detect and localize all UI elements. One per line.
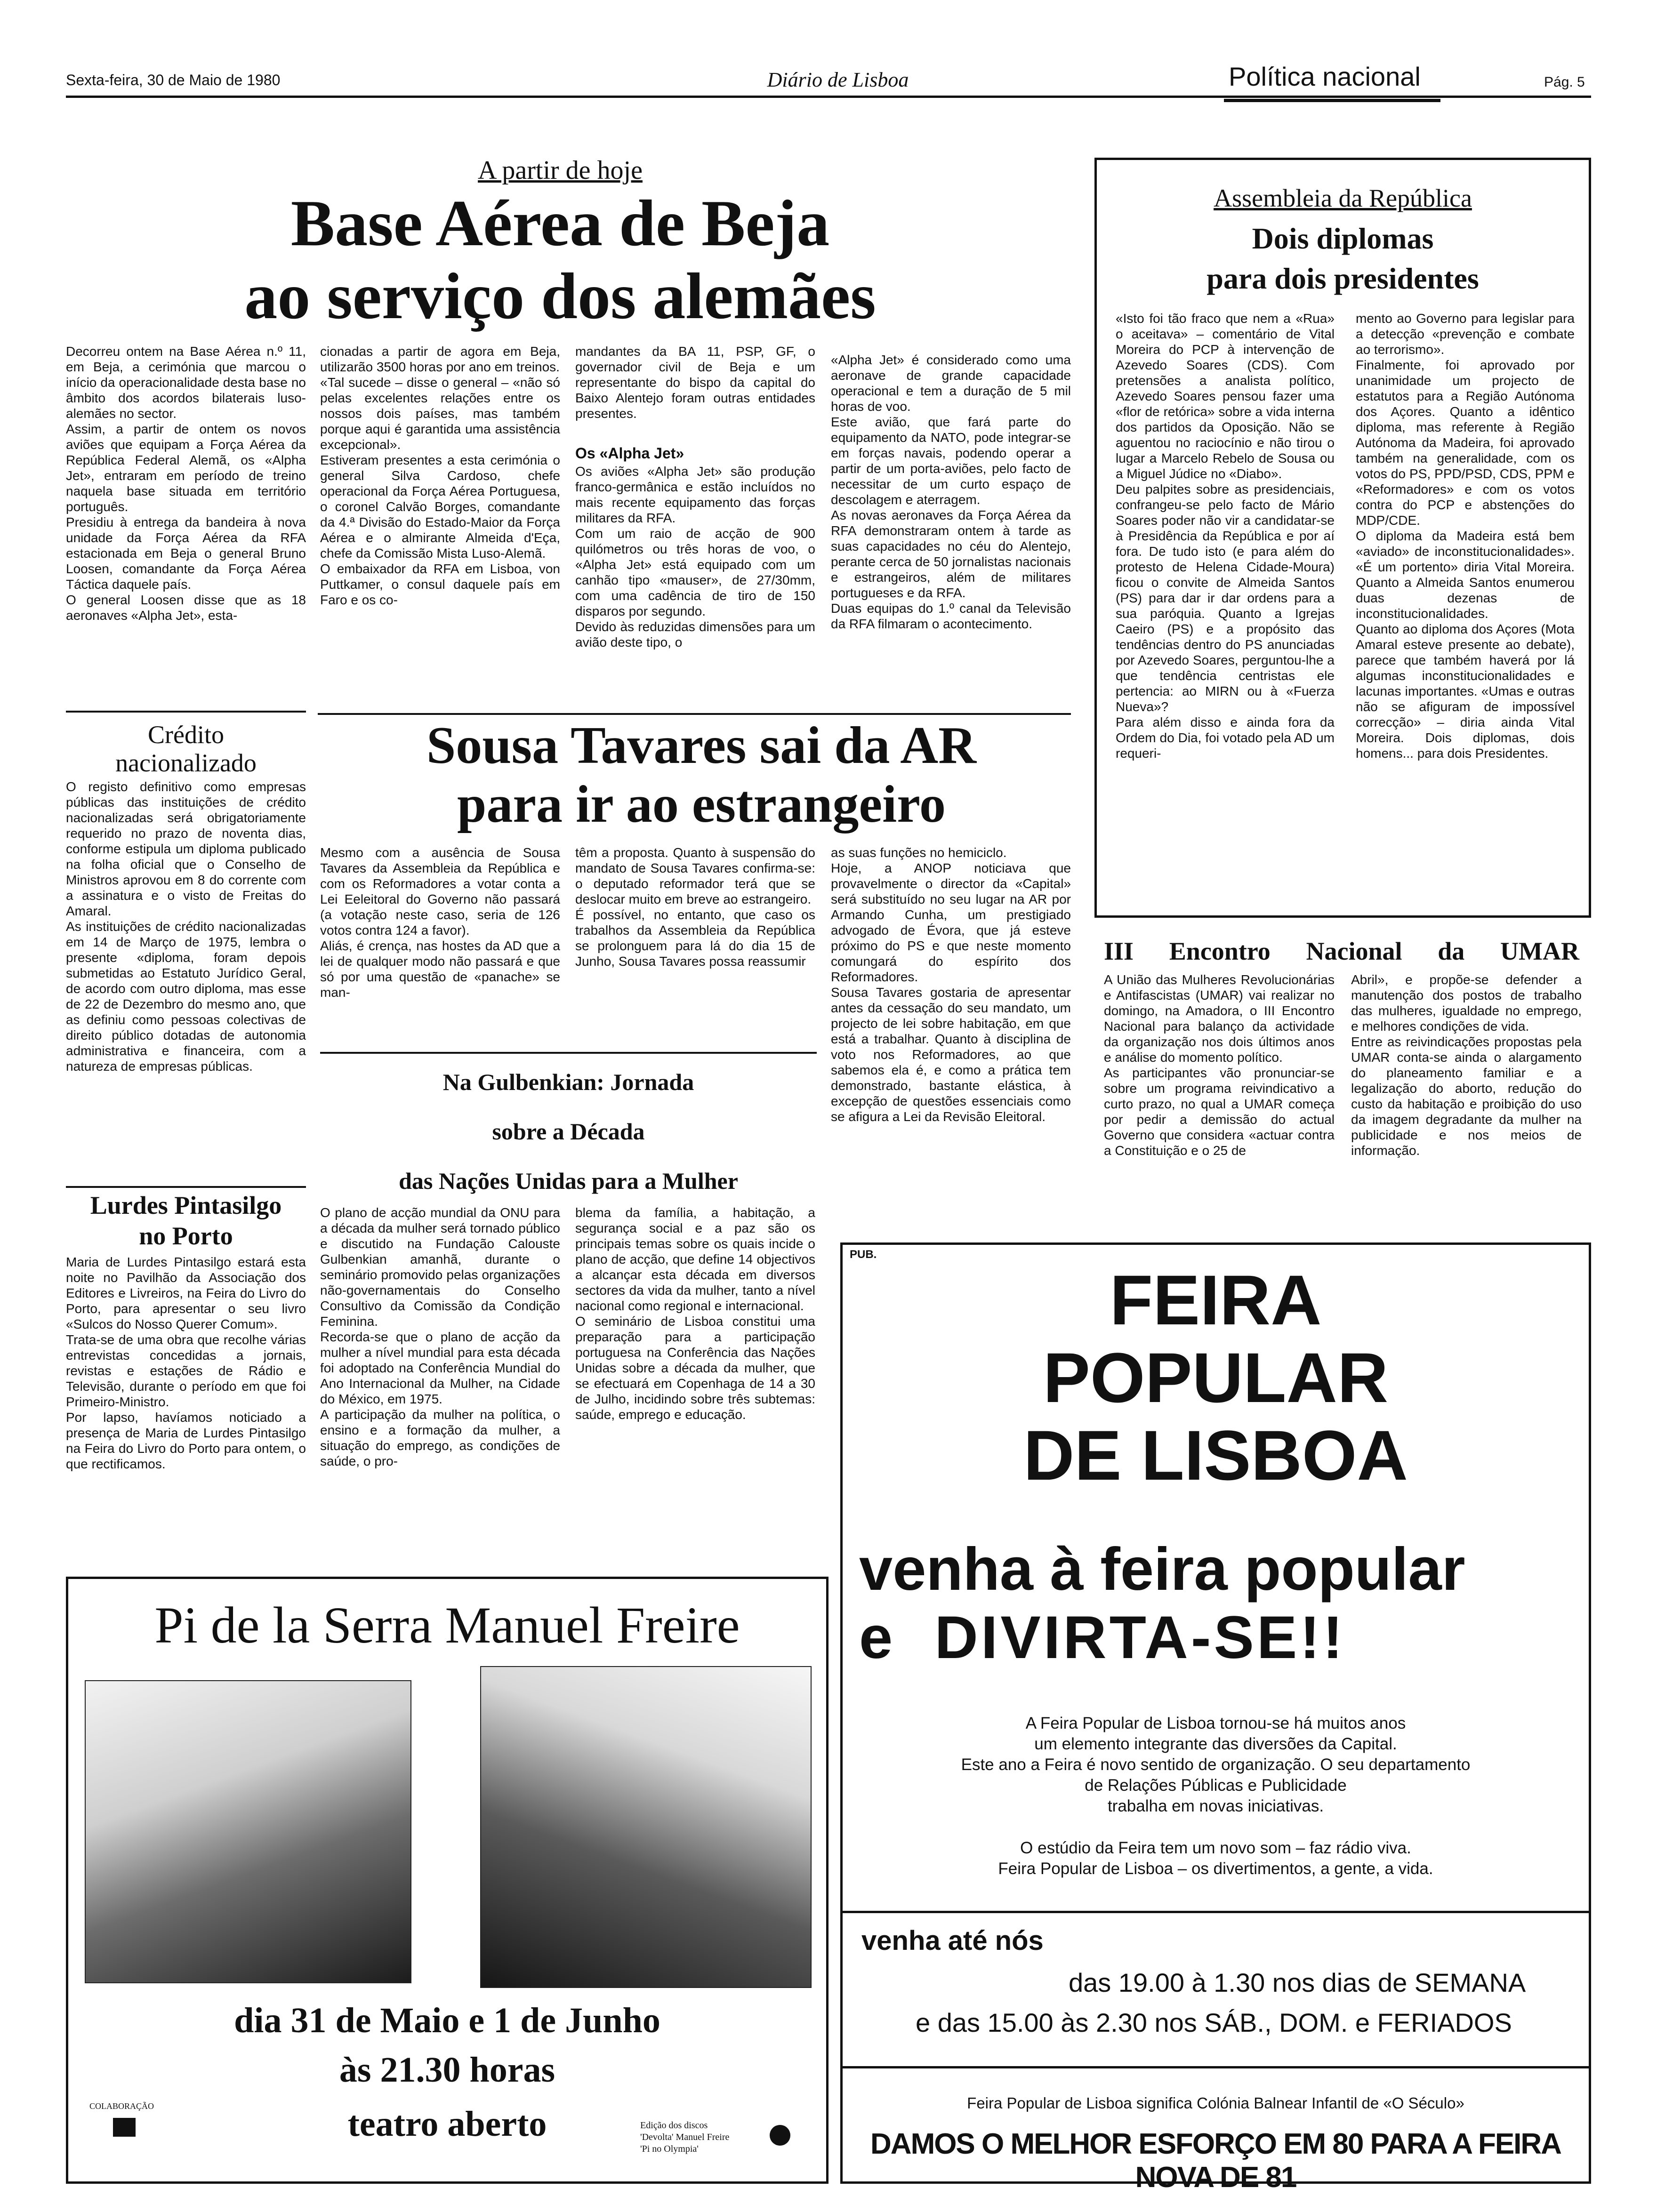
beja-bottom-rule <box>318 713 1071 715</box>
credito-top-rule <box>66 711 306 713</box>
sousa-column-2: têm a proposta. Quanto à suspensão do mandato de Sousa Tavares confirma-se: o deputado reformador terá que se deslocar muito em breve ao estrangeiro. É possível, no entanto, que caso os trabalhos da Assembleia da República se prolonguem para lá do dia 15 de Junho, Sousa Tavares possa reassumir <box>575 845 815 969</box>
beja-column-3a: mandantes da BA 11, PSP, GF, o governador civil de Beja e um representante do bispo da capital do Baixo Alentejo foram outras entidades presentes. <box>575 344 815 421</box>
newspaper-name: Diário de Lisboa <box>767 68 909 91</box>
assembleia-column-2: mento ao Governo para legislar para a detecção «prevenção e combate ao terrorismo». Finalmente, foi aprovado por unanimidade um projecto de estatutos para a Região Autónoma dos Açores. Quanto a idêntico diploma, mas referente à Região Autónoma da Madeira, foi aprovado também na generalidade, com os votos do PS, PPD/PSD, CDS, PPM e «Reformadores» e com os votos contra do PCP e abstenções do MDP/CDE. O diploma da Madeira está bem «aviado» de inconstitucionalidades». «É um portento» diria Vital Moreira. Quanto a Almeida Santos enumerou duas dezenas de inconstitucionalidades. Quanto ao diploma dos Açores (Mota Amaral esteve presente ao debate), parece que também haverá por lá algumas inconstitucionalidades e lacunas importantes. «Umas e outras não se afiguram de impossível correcção» – diria ainda Vital Moreira. Dois diplomas, dois homens... para dois Presidentes. <box>1356 311 1575 761</box>
lurdes-headline-2: no Porto <box>139 1222 233 1250</box>
page-number: Pág. 5 <box>1544 74 1585 90</box>
gulbenkian-headline-1: Na Gulbenkian: Jornada <box>442 1069 694 1095</box>
record-label-icon <box>770 2125 790 2146</box>
feira-paragraph-1: A Feira Popular de Lisboa tornou-se há muitos anos um elemento integrante das diversões da Capital. Este ano a Feira é novo sentido de organização. O seu departamento de Relações Públicas e Publicidade trabalha em novas iniciativas. <box>961 1714 1471 1815</box>
collab-logo-icon <box>113 2118 136 2137</box>
lurdes-headline-1: Lurdes Pintasilgo <box>90 1191 282 1219</box>
section-underline <box>1224 99 1440 102</box>
lurdes-top-rule <box>66 1186 306 1188</box>
collab-label: COLABORAÇÃO <box>89 2101 154 2111</box>
credito-headline-2: nacionalizado <box>115 749 257 777</box>
assembleia-kicker: Assembleia da República <box>1214 184 1472 212</box>
umar-column-1: A União das Mulheres Revolucionárias e Antifascistas (UMAR) vai realizar no domingo, na Amadora, o III Encontro Nacional para balanço da actividade da organização nos dois últimos anos e análise do momento político. As participantes vão pronunciar-se sobre um programa reivindicativo a curto prazo, no qual a UMAR começa por pedir a demissão do actual Governo que considera «actuar contra a Constituição e o 25 de <box>1104 972 1335 1158</box>
gulbenkian-headline-3: das Nações Unidas para a Mulher <box>399 1168 738 1194</box>
assembleia-headline-1: Dois diplomas <box>1252 222 1434 255</box>
feira-hours-intro: venha até nós <box>861 1925 1044 1956</box>
sousa-headline-2: para ir ao estrangeiro <box>457 775 946 834</box>
beja-kicker: A partir de hoje <box>478 156 643 185</box>
beja-column-4: «Alpha Jet» é considerado como uma aeronave de grande capacidade operacional e tem a duração de 5 mil horas de voo. Este avião, que fará parte do equipamento da NATO, pode integrar-se em forças navais, podendo operar a partir de um porta-aviões, pelo facto de necessitar de um curto espaço de descolagem e aterragem. As novas aeronaves da Força Aérea da RFA demonstraram ontem à tarde as suas capacidades no céu do Alentejo, perante cerca de 50 jornalistas nacionais e estrangeiros, além de militares portugueses e da RFA. Duas equipas do 1.º canal da Televisão da RFA filmaram o acontecimento. <box>831 353 1071 631</box>
concert-venue: teatro aberto <box>347 2104 547 2144</box>
credito-body: O registo definitivo como empresas públicas das instituições de crédito nacionalizadas será obrigatoriamente requerido no prazo de noventa dias, conforme estipula um diploma publicado na folha oficial que o Conselho de Ministros aprovou em 8 do corrente com a assinatura e o visto de Freitas do Amaral. As instituições de crédito nacionalizadas em 14 de Março de 1975, lembra o presente «diploma, foram depois submetidas ao Estatuto Jurídico Geral, de acordo com outro diploma, mas esse de 22 de Dezembro do mesmo ano, que as definiu como pessoas colectivas de direito público dotadas de autonomia administrativa e financeira, com a natureza de empresas públicas. <box>66 779 306 1074</box>
masthead-rule <box>66 96 1591 98</box>
concert-title: Pi de la Serra Manuel Freire <box>154 1596 740 1654</box>
photo-pi-de-la-serra <box>85 1680 411 1983</box>
sousa-column-3: as suas funções no hemiciclo. Hoje, a ANOP noticiava que provavelmente o director da «Capital» será substituído no seu lugar na AR por Armando Cunha, um prestigiado advogado de Évora, que já esteve próximo do PS e que neste momento comungará do espírito dos Reformadores. Sousa Tavares gostaria de apresentar antes da cessação do seu mandato, um projecto de lei sobre habitação, em que está a trabalhar. Quanto à disciplina de voto nos Reformadores, ao que sabemos ela é, e como a prática tem demonstrado, bastante elástica, à excepção de questões essenciais como se afigura a Lei da Revisão Eleitoral. <box>831 845 1071 1124</box>
concert-date: dia 31 de Maio e 1 de Junho <box>234 2001 660 2040</box>
beja-subhead: Os «Alpha Jet» <box>575 445 684 462</box>
lurdes-body: Maria de Lurdes Pintasilgo estará esta noite no Pavilhão da Associação dos Editores e Livreiros, na Feira do Livro do Porto, para apresentar o seu livro «Sulcos do Nosso Querer Comum». Trata-se de uma obra que recolhe várias entrevistas concedidas a jornais, revistas e estações de Rádio e Televisão, durante o período em que foi Primeiro-Ministro. Por lapso, havíamos noticiado a presença de Maria de Lurdes Pintasilgo na Feira do Livro do Porto para ontem, o que rectificamos. <box>66 1255 306 1471</box>
issue-date: Sexta-feira, 30 de Maio de 1980 <box>66 72 281 88</box>
section-title: Política nacional <box>1229 62 1421 91</box>
gulbenkian-column-2: blema da família, a habitação, a segurança social e a paz são os principais temas sobre os quais incide o plano de acção, que define 14 objectivos a alcançar esta década em diversos sectores da vida da mulher, tanto a nível nacional como regional e internacional. O seminário de Lisboa constitui uma preparação para a participação portuguesa na Conferência das Nações Unidas sobre a década da mulher, que se efectuará em Copenhaga de 14 a 30 de Julho, incidindo sobre três subtemas: saúde, emprego e educação. <box>575 1205 815 1422</box>
feira-hours-weekends: e das 15.00 às 2.30 nos SÁB., DOM. e FERIADOS <box>916 2008 1512 2037</box>
assembleia-column-1: «Isto foi tão fraco que nem a «Rua» o aceitava» – comentário de Vital Moreira do PCP à intervenção de Azevedo Soares (CDS). Com pretensões a analista político, Azevedo Soares pensou fazer uma «flor de retórica» sobre a vida interna dos partidos da Oposição. Não se aguentou no raciocínio e não tirou o lugar a Marcelo Rebelo de Sousa ou a Miguel Júdice no «Diabo». Deu palpites sobre as presidenciais, confrangeu-se pelo facto de Mário Soares poder não vir a candidatar-se à Presidência da República e por aí fora. De tudo isto (e para além do protesto de Helena Cidade-Moura) ficou o convite de Almeida Santos (PS) para dar ir dar ordens para a sua paróquia. Quanto a Igrejas Caeiro (PS) e a propósito das tendências dentro do PS anunciadas por Azevedo Soares, perguntou-lhe a que tendência centristas ele pertencia: ao MIRN ou à «Fuerza Nueva»? Para além disso e ainda fora da Ordem do Dia, foi votado pela AD um requeri- <box>1116 311 1335 761</box>
assembleia-headline-2: para dois presidentes <box>1207 262 1479 295</box>
feira-hours-weekdays: das 19.00 à 1.30 nos dias de SEMANA <box>1069 1968 1526 1997</box>
sousa-headline-1: Sousa Tavares sai da AR <box>426 716 977 775</box>
feira-slogan-2: e DIVIRTA-SE!! <box>859 1604 1346 1671</box>
credito-headline-1: Crédito <box>148 721 224 749</box>
sousa-column-1: Mesmo com a ausência de Sousa Tavares da Assembleia da República e com os Reformadores a votar conta a Lei Eeleitoral do Governo não passará (a votação neste caso, seria de 126 votos contra 124 a favor). Aliás, é crença, nas hostes da AD que a lei de qualquer modo não passará e que só por uma questão de «panache» se man- <box>320 845 560 1000</box>
feira-hours-rule <box>840 1911 1591 1913</box>
feira-title-1: FEIRA <box>1110 1260 1322 1339</box>
beja-column-2: cionadas a partir de agora em Beja, utilizarão 3500 horas por ano em treinos. «Tal sucede – disse o general – «não só pelas excelentes relações entre os nossos dois países, mas também porque aqui é garantida uma assistência excepcional». Estiveram presentes a esta cerimónia o general Silva Cardoso, chefe operacional da Força Aérea Portuguesa, o coronel Calvão Borges, comandante da 4.ª Divisão do Estado-Maior da Força Aérea e o almirante Almeida d'Eça, chefe da Comissão Mista Luso-Alemã. O embaixador da RFA em Lisboa, von Puttkamer, o consul daquele país em Faro e os co- <box>320 344 560 607</box>
beja-headline-2: ao serviço dos alemães <box>244 260 876 333</box>
edition-line-2: 'Devolta' Manuel Freire <box>640 2132 730 2142</box>
umar-headline: III Encontro Nacional da UMAR <box>1104 937 1579 965</box>
photo-manuel-freire <box>480 1666 812 1988</box>
feira-pub-label: PUB. <box>850 1248 877 1261</box>
beja-headline-1: Base Aérea de Beja <box>290 187 830 260</box>
gulbenkian-headline-2: sobre a Década <box>492 1118 645 1145</box>
feira-footer-rule <box>840 2066 1591 2068</box>
feira-title-3: DE LISBOA <box>1023 1416 1408 1495</box>
concert-time: às 21.30 horas <box>339 2050 555 2090</box>
edition-line-3: 'Pi no Olympia' <box>640 2144 699 2154</box>
feira-paragraph-2: O estúdio da Feira tem um novo som – faz rádio viva. Feira Popular de Lisboa – os divertimentos, a gente, a vida. <box>998 1839 1433 1878</box>
feira-footer-1: Feira Popular de Lisboa significa Colónia Balnear Infantil de «O Século» <box>967 2094 1464 2112</box>
feira-slogan-1: venha à feira popular <box>859 1536 1465 1603</box>
feira-title-2: POPULAR <box>1043 1338 1389 1417</box>
gulbenkian-top-rule <box>320 1052 817 1054</box>
edition-line-1: Edição dos discos <box>640 2120 708 2131</box>
feira-footer-2: DAMOS O MELHOR ESFORÇO EM 80 PARA A FEIRA NOVA DE 81 <box>870 2128 1561 2194</box>
beja-column-3b: Os aviões «Alpha Jet» são produção franco-germânica e estão incluídos no mais recente equipamento das forças militares da RFA. Com um raio de acção de 900 quilómetros ou três horas de voo, o «Alpha Jet» está equipado com um canhão tipo «mauser», de 27/30mm, com uma cadência de tiro de 150 disparos por segundo. Devido às reduzidas dimensões para um avião deste tipo, o <box>575 464 815 649</box>
gulbenkian-column-1: O plano de acção mundial da ONU para a década da mulher será tornado público e discutido na Fundação Calouste Gulbenkian amanhã, durante o seminário promovido pelas organizações não-governamentais do Conselho Consultivo da Comissão da Condição Feminina. Recorda-se que o plano de acção da mulher a nível mundial para esta década foi adoptado na Conferência Mundial do Ano Internacional da Mulher, na Cidade do México, em 1975. A participação da mulher na política, o ensino e a formação da mulher, a situação do emprego, as condições de saúde, o pro- <box>320 1205 560 1468</box>
umar-column-2: Abril», e propõe-se defender a manutenção dos postos de trabalho das mulheres, igualdade no emprego, e melhores condições de vida. Entre as reivindicações propostas pela UMAR conta-se ainda o alargamento do planeamento familiar e a legalização do aborto, redução do custo da habitação e proibição do uso da imagem degradante da mulher na publicidade e nos meios de informação. <box>1351 972 1582 1158</box>
beja-column-1: Decorreu ontem na Base Aérea n.º 11, em Beja, a cerimónia que marcou o início da operacionalidade desta base no âmbito dos acordos bilaterais luso-alemães no sector. Assim, a partir de ontem os novos aviões que equipam a Força Aérea da República Federal Alemã, os «Alpha Jet», entraram em período de treino naquela base situada em território português. Presidiu à entrega da bandeira à nova unidade da Força Aérea da RFA estacionada em Beja o general Bruno Loosen, comandante da Força Aérea Táctica daquele país. O general Loosen disse que as 18 aeronaves «Alpha Jet», esta- <box>66 344 306 623</box>
